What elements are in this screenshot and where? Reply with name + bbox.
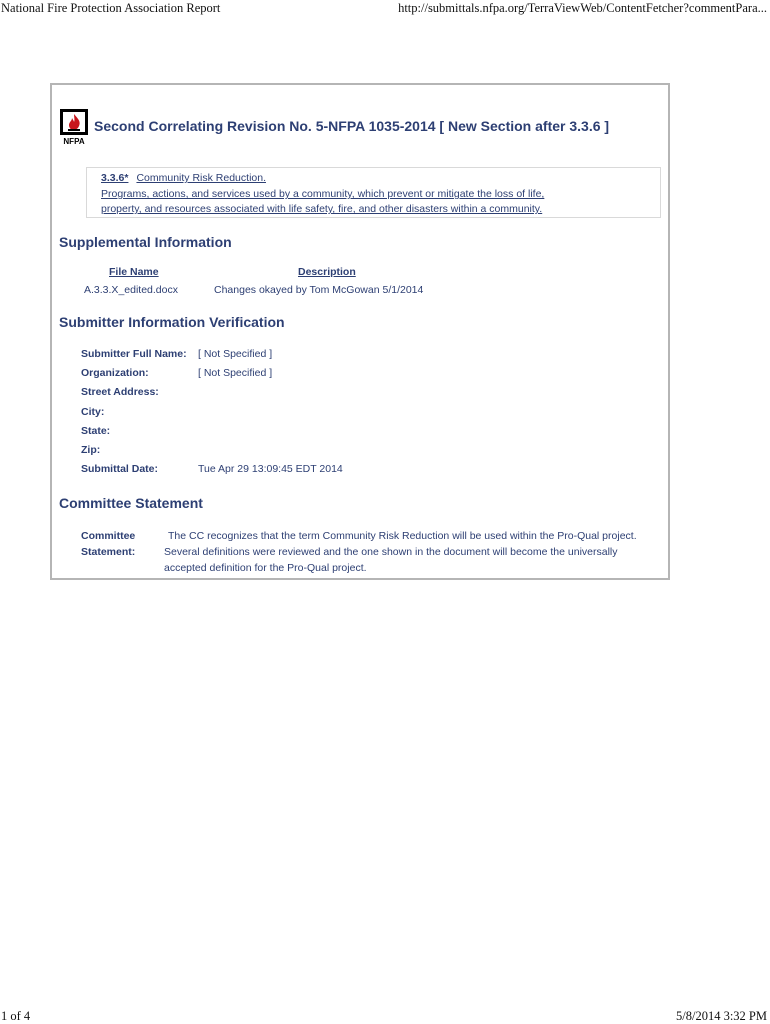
nfpa-logo-icon <box>58 107 92 147</box>
file-name-cell: A.3.3.X_edited.docx <box>84 284 178 296</box>
definition-heading[interactable] <box>101 172 266 184</box>
definition-term: Community Risk Reduction. <box>136 172 266 184</box>
zip-label: Zip: <box>81 444 101 456</box>
committee-label-line-1: Committee <box>81 530 136 542</box>
city-label: City: <box>81 406 105 418</box>
column-header-file-name: File Name <box>109 266 159 278</box>
committee-heading: Committee Statement <box>59 495 203 511</box>
submittal-date-label: Submittal Date: <box>81 463 159 475</box>
submitter-name-value: [ Not Specified ] <box>198 348 273 360</box>
state-label: State: <box>81 425 111 437</box>
submittal-date-value: Tue Apr 29 13:09:45 EDT 2014 <box>198 463 343 475</box>
committee-statement-text <box>164 528 654 576</box>
definition-text-line-2[interactable]: property, and resources associated with life safety, fire, and other disasters within a community. <box>101 203 543 215</box>
submitter-name-label: Submitter Full Name: <box>81 348 187 360</box>
definition-number: 3.3.6* <box>101 172 129 184</box>
browser-header-title: National Fire Protection Association Report <box>1 1 221 15</box>
committee-statement-label <box>81 528 161 560</box>
street-address-label: Street Address: <box>81 386 159 398</box>
page-title: Second Correlating Revision No. 5-NFPA 1035-2014 [ New Section after 3.3.6 ] <box>94 118 610 134</box>
browser-header-url: http://submittals.nfpa.org/TerraViewWeb/ContentFetcher?commentPara... <box>398 1 767 15</box>
committee-label-line-2: Statement: <box>81 546 136 558</box>
organization-label: Organization: <box>81 367 149 379</box>
file-description-cell: Changes okayed by Tom McGowan 5/1/2014 <box>214 284 424 296</box>
definition-box <box>86 167 661 218</box>
supplemental-heading: Supplemental Information <box>59 234 232 250</box>
page-count: 1 of 4 <box>1 1009 31 1023</box>
report-panel <box>50 83 670 580</box>
organization-value: [ Not Specified ] <box>198 367 273 379</box>
committee-statement-body: The CC recognizes that the term Community Risk Reduction will be used within the Pro-Qual project. Several definitions were reviewed and the one shown in the document will become the universally accepted definition for the Pro-Qual project. <box>164 530 637 574</box>
print-timestamp: 5/8/2014 3:32 PM <box>676 1009 767 1023</box>
logo-text: NFPA <box>63 137 85 146</box>
submitter-heading: Submitter Information Verification <box>59 314 285 330</box>
definition-text-line-1[interactable]: Programs, actions, and services used by a community, which prevent or mitigate the loss of life, <box>101 188 545 200</box>
column-header-description: Description <box>298 266 356 278</box>
